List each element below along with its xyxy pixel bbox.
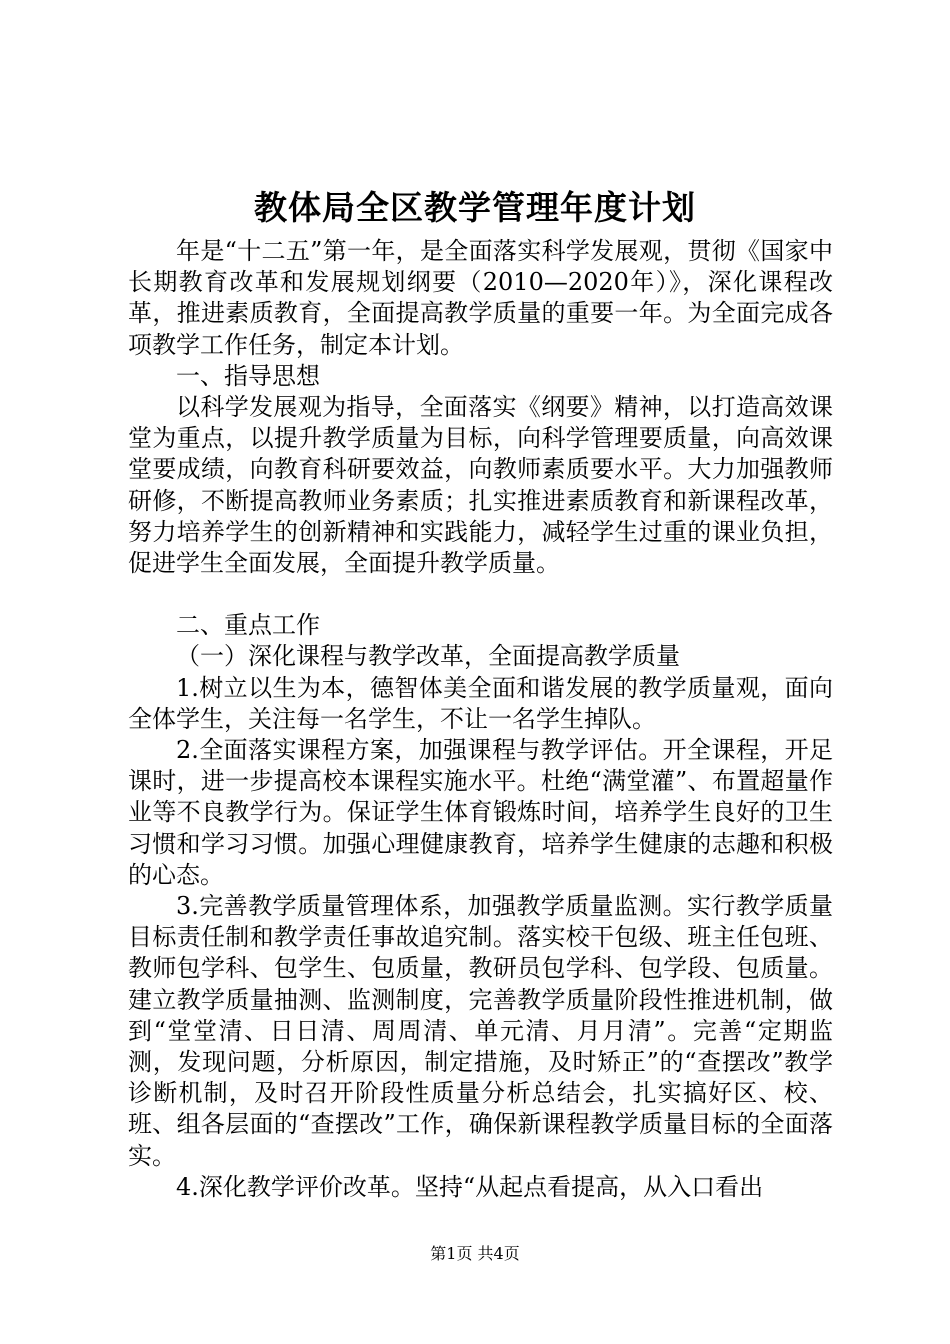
item-paragraph-3: 3.完善教学质量管理体系，加强教学质量监测。实行教学质量目标责任制和教学责任事故追究制。落实校干包级、班主任包班、教师包学科、包学生、包质量，教研员包学科、包学段、包质量。建立教学质量抽测、监测制度，完善教学质量阶段性推进机制，做到“堂堂清、日日清、周周清、单元清、月月清”。完善“定期监测，发现问题，分析原因，制定措施，及时矫正”的“查摆改”教学诊断机制，及时召开阶段性质量分析总结会，扎实搞好区、校、班、组各层面的“查摆改”工作，确保新课程教学质量目标的全面落实。 <box>128 892 833 1170</box>
intro-paragraph: 年是“十二五”第一年，是全面落实科学发展观，贯彻《国家中长期教育改革和发展规划纲要（2010—2020年）》，深化课程改革，推进素质教育，全面提高教学质量的重要一年。为全面完成各项教学工作任务，制定本计划。 <box>128 237 833 359</box>
page-number-footer: 第1页 共4页 <box>430 1244 520 1263</box>
document-title: 教体局全区教学管理年度计划 <box>254 188 696 227</box>
section-heading-key-work: 二、重点工作 <box>176 611 320 640</box>
document-body <box>128 236 833 1203</box>
guiding-ideology-paragraph: 以科学发展观为指导，全面落实《纲要》精神，以打造高效课堂为重点，以提升教学质量为目标，向科学管理要质量，向高效课堂要成绩，向教育科研要效益，向教师素质要水平。大力加强教师研修，不断提高教师业务素质；扎实推进素质教育和新课程改革，努力培养学生的创新精神和实践能力，减轻学生过重的课业负担，促进学生全面发展，全面提升教学质量。 <box>128 393 833 578</box>
item-paragraph-2: 2.全面落实课程方案，加强课程与教学评估。开全课程，开足课时，进一步提高校本课程实施水平。杜绝“满堂灌”、布置超量作业等不良教学行为。保证学生体育锻炼时间，培养学生良好的卫生习惯和学习习惯。加强心理健康教育，培养学生健康的志趣和积极的心态。 <box>128 736 833 889</box>
item-paragraph-1: 1.树立以生为本，德智体美全面和谐发展的教学质量观，面向全体学生，关注每一名学生，不让一名学生掉队。 <box>128 673 833 733</box>
subsection-heading-curriculum-reform: （一）深化课程与教学改革，全面提高教学质量 <box>176 642 680 671</box>
section-heading-guiding-ideology: 一、指导思想 <box>176 361 320 390</box>
item-paragraph-4: 4.深化教学评价改革。坚持“从起点看提高，从入口看出 <box>176 1172 764 1201</box>
